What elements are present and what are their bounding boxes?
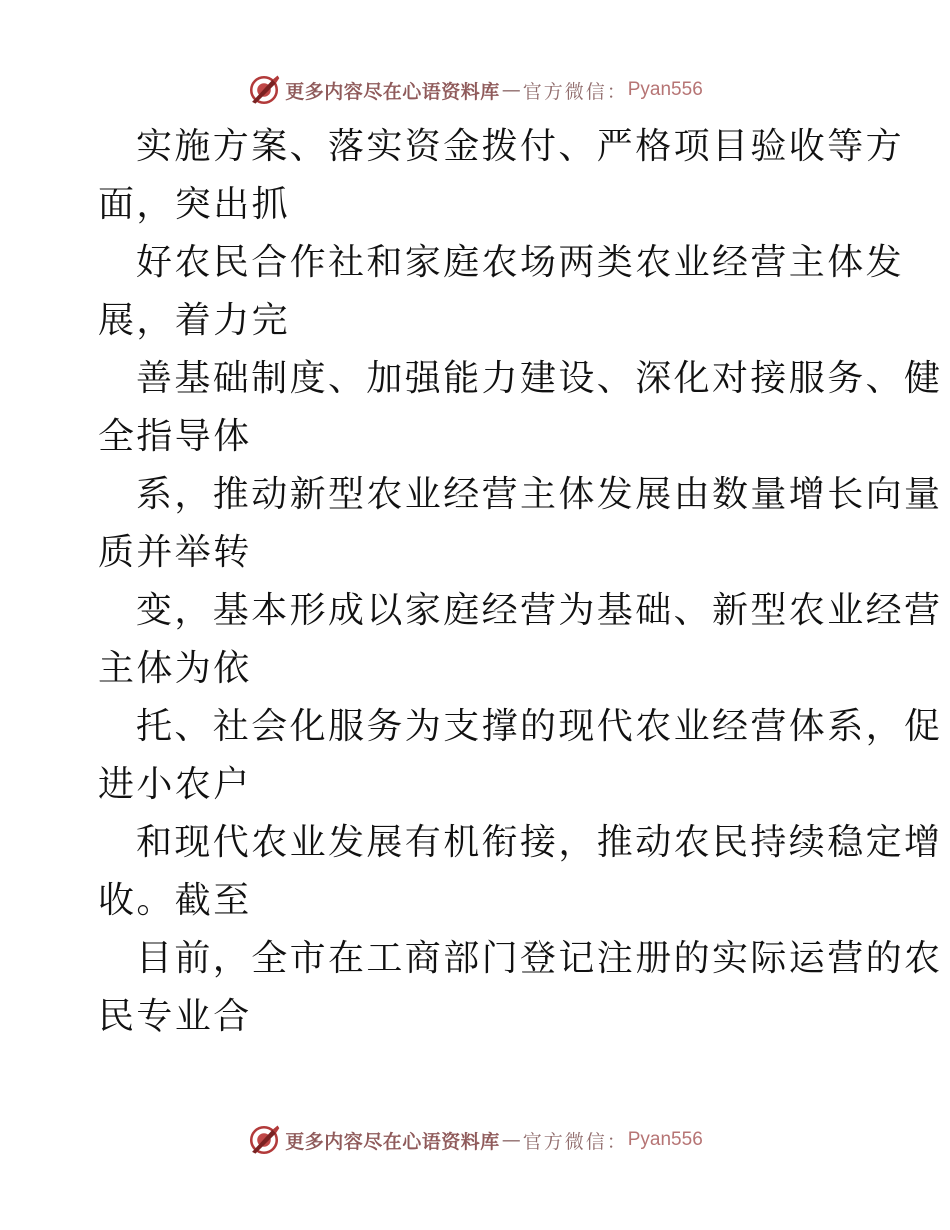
pen-logo-icon xyxy=(247,73,281,107)
text-line: 收。截至 xyxy=(98,880,252,921)
text-line: 托、社会化服务为支撑的现代农业经营体系，促 xyxy=(136,706,943,747)
text-line: 系，推动新型农业经营主体发展由数量增长向量 xyxy=(136,474,943,515)
text-line: 全指导体 xyxy=(98,416,252,457)
footer-wechat-label: 官方微信： xyxy=(522,1130,628,1153)
text-line: 和现代农业发展有机衔接，推动农民持续稳定增 xyxy=(136,822,943,863)
text-line: 进小农户 xyxy=(98,764,252,805)
header-dash: — xyxy=(501,79,521,101)
text-line: 善基础制度、加强能力建设、深化对接服务、健 xyxy=(136,358,943,399)
text-line: 变，基本形成以家庭经营为基础、新型农业经营 xyxy=(136,590,943,631)
document-body xyxy=(98,118,943,1046)
text-line: 主体为依 xyxy=(98,648,252,689)
pen-logo-icon xyxy=(247,1123,281,1157)
text-line: 质并举转 xyxy=(98,532,252,573)
header-wechat-id: Pyan556 xyxy=(627,79,703,100)
footer-banner xyxy=(0,1120,950,1160)
text-line: 面，突出抓 xyxy=(98,184,291,225)
text-line: 好农民合作社和家庭农场两类农业经营主体发 xyxy=(136,242,905,283)
text-line: 展，着力完 xyxy=(98,300,291,341)
text-line: 目前，全市在工商部门登记注册的实际运营的农 xyxy=(136,938,943,979)
text-line: 实施方案、落实资金拨付、严格项目验收等方 xyxy=(136,126,905,167)
footer-site-text: 更多内容尽在心语资料库 xyxy=(285,1130,500,1153)
footer-wechat-id: Pyan556 xyxy=(627,1129,703,1150)
header-site-text: 更多内容尽在心语资料库 xyxy=(285,80,500,103)
header-wechat-label: 官方微信： xyxy=(522,80,628,103)
header-banner xyxy=(0,70,950,110)
footer-dash: — xyxy=(501,1129,521,1151)
text-line: 民专业合 xyxy=(98,996,252,1037)
